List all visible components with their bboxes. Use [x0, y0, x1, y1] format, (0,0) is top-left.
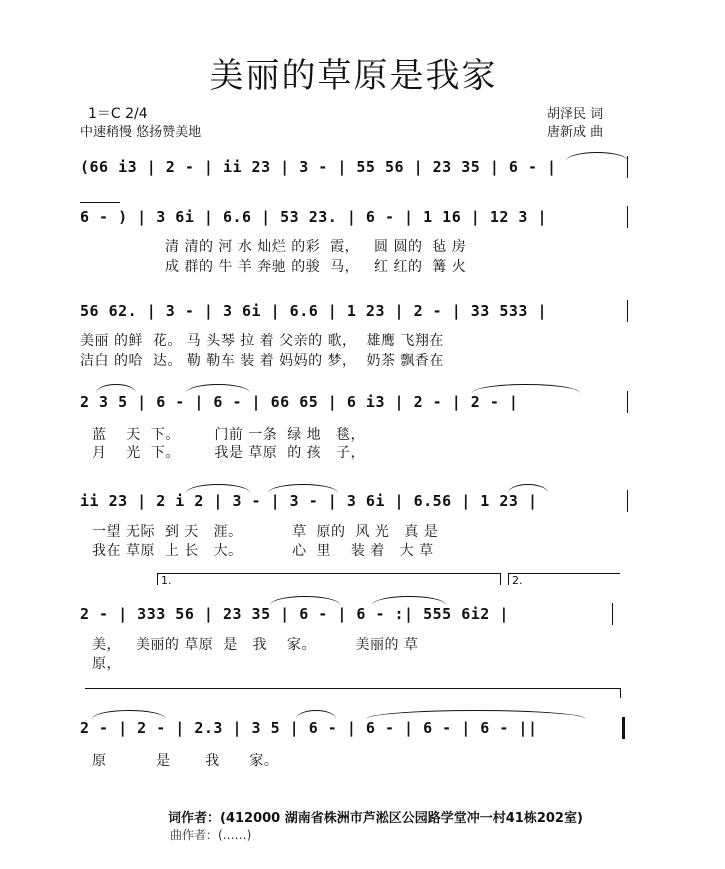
lyric-verse-2: 洁白 的哈 达。 勒 勒车 装 着 妈妈的 梦， 奶茶 飘香在 — [80, 353, 444, 369]
bar-line — [627, 391, 628, 413]
first-ending-bracket-left — [157, 573, 158, 585]
lyricist-credit: 胡泽民 词 — [547, 107, 604, 122]
bar-line — [627, 206, 628, 228]
first-ending-label: 1. — [161, 574, 172, 587]
tie — [472, 384, 580, 393]
notation-line: 2 - | 2 - | 2.3 | 3 5 | 6 - | 6 - | 6 - | 6 - || — [80, 719, 538, 737]
tie-end — [620, 688, 621, 698]
bar-line — [627, 300, 628, 322]
second-ending-bracket — [508, 573, 620, 574]
lyric-verse-2: 原， — [92, 656, 121, 672]
bar-line — [612, 603, 613, 625]
notation-line: 6 - ) | 3 6i | 6.6 | 53 23. | 6 - | 1 16 | 12 3 | — [80, 208, 548, 226]
notation-line: (66 i3 | 2 - | ii 23 | 3 - | 55 56 | 23 35 | 6 - | — [80, 158, 557, 176]
slur — [96, 384, 136, 393]
lyric-verse-1: 一望 无际 到 天 涯。 草 原的 风 光 真 是 — [92, 524, 439, 540]
first-ending-bracket-right — [500, 573, 501, 585]
final-bar-line — [622, 717, 625, 739]
lyric-verse-1: 美丽 的鲜 花。 马 头琴 拉 着 父亲的 歌， 雄鹰 飞翔在 — [80, 333, 444, 349]
notation-line: 56 62. | 3 - | 3 6i | 6.6 | 1 23 | 2 - | 33 533 | — [80, 302, 548, 320]
tie — [366, 710, 586, 719]
second-ending-bracket-left — [508, 573, 509, 585]
tie — [92, 710, 166, 719]
tie-from-previous — [85, 688, 620, 689]
lyric-verse-1: 蓝 天 下。 门前 一条 绿 地 毯， — [92, 427, 366, 443]
slur — [296, 710, 336, 719]
lyric-verse-2: 成 群的 牛 羊 奔驰 的骏 马， 红 红的 篝 火 — [165, 259, 467, 275]
first-ending-bracket — [157, 573, 501, 574]
lyric-verse-2: 我在 草原 上 长 大。 心 里 装 着 大 草 — [92, 543, 434, 559]
tie — [186, 384, 250, 393]
lyric-verse-1: 美， 美丽的 草原 是 我 家。 美丽的 草 — [92, 637, 419, 653]
composer-credit: 唐新成 曲 — [547, 125, 604, 140]
song-title: 美丽的草原是我家 — [209, 56, 498, 96]
slur — [270, 596, 340, 605]
composer-contact: 曲作者：(……) — [170, 828, 252, 842]
second-ending-label: 2. — [512, 574, 523, 587]
lyric-verse-1: 原 是 我 家。 — [92, 753, 279, 769]
notation-line: 2 - | 333 56 | 23 35 | 6 - | 6 - :| 555 6i2 | — [80, 605, 509, 623]
tempo-marking: 中速稍慢 悠扬赞美地 — [80, 125, 202, 140]
notation-line: ii 23 | 2 i 2 | 3 - | 3 - | 3 6i | 6.56 | 1 23 | — [80, 492, 538, 510]
notation-line: 2 3 5 | 6 - | 6 - | 66 65 | 6 i3 | 2 - | 2 - | — [80, 393, 519, 411]
tie-continuation — [80, 202, 120, 203]
bar-line — [627, 490, 628, 512]
bar-line — [627, 156, 628, 178]
lyricist-contact: 词作者：(412000 湖南省株洲市芦淞区公园路学堂冲一村41栋202室) — [168, 811, 583, 826]
lyric-verse-2: 月 光 下。 我是 草原 的 孩 子， — [92, 445, 366, 461]
key-signature: 1＝C 2/4 — [88, 106, 148, 122]
tie — [372, 596, 446, 605]
lyric-verse-1: 清 清的 河 水 灿烂 的彩 霞， 圆 圆的 毡 房 — [165, 239, 467, 255]
